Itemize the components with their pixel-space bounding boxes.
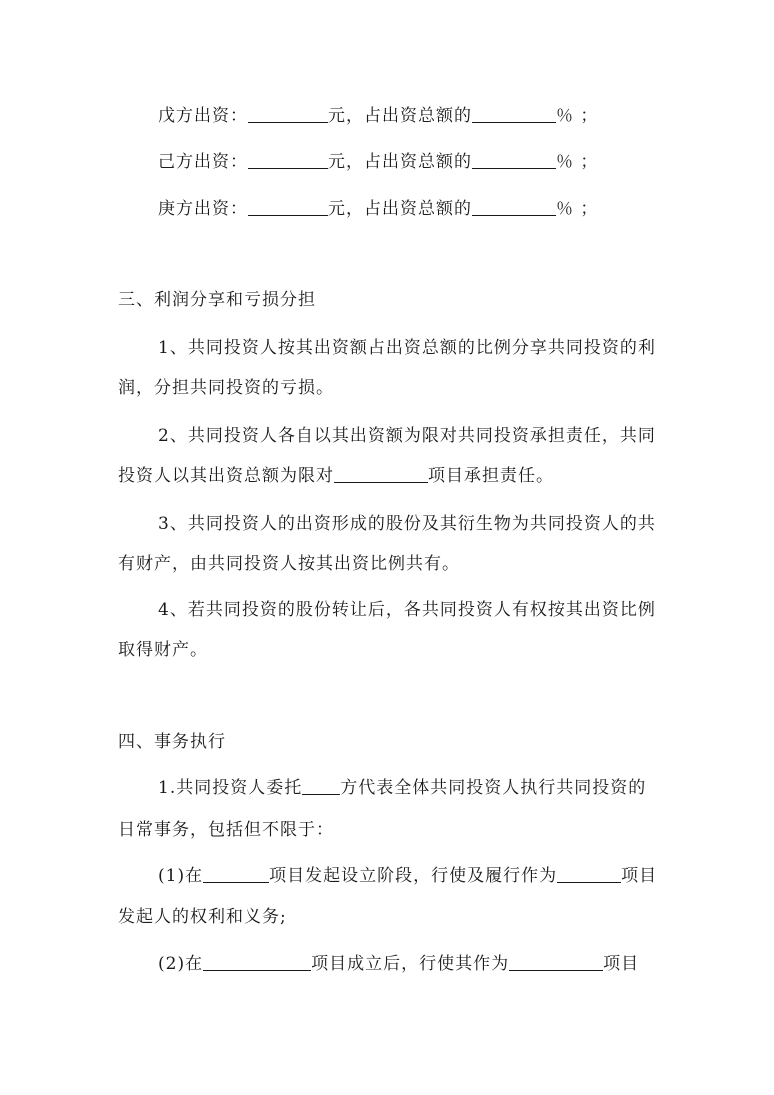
contribution-line-ji xyxy=(158,150,598,174)
paragraph-text: 项目 xyxy=(621,866,658,886)
amount-blank xyxy=(248,150,328,169)
paragraph-line: 3、共同投资人的出资形成的股份及其衍生物为共同投资人的共 xyxy=(158,514,656,534)
party-blank xyxy=(302,776,340,795)
paragraph-text: (1)在 xyxy=(158,866,204,886)
paragraph-line: 发起人的权利和义务; xyxy=(118,907,287,927)
contribution-label: 戊方出资： xyxy=(158,106,248,126)
paragraph-text: 项目承担责任。 xyxy=(428,466,554,486)
section-heading-profit-loss: 三、利润分享和亏损分担 xyxy=(118,290,316,310)
paragraph-text: 项目 xyxy=(603,954,640,974)
project-blank xyxy=(203,952,311,971)
contribution-label: 己方出资： xyxy=(158,152,248,172)
paragraph-line: 日常事务，包括但不限于： xyxy=(118,820,334,840)
paragraph-line xyxy=(158,864,657,888)
contribution-line-wu xyxy=(158,104,598,128)
amount-blank xyxy=(248,197,328,216)
paragraph-line: 润，分担共同投资的亏损。 xyxy=(118,378,334,398)
paragraph-line xyxy=(118,464,554,488)
project-blank xyxy=(557,864,621,883)
paragraph-text: (2)在 xyxy=(158,954,204,974)
paragraph-line: 有财产，由共同投资人按其出资比例共有。 xyxy=(118,554,460,574)
contribution-end-text: ％ ； xyxy=(556,152,599,172)
paragraph-text: 1.共同投资人委托 xyxy=(158,778,303,798)
percent-blank xyxy=(472,150,556,169)
contribution-end-text: ％ ； xyxy=(556,106,599,126)
contribution-end-text: ％ ； xyxy=(556,199,599,219)
contribution-mid-text: 元，占出资总额的 xyxy=(328,106,472,126)
paragraph-text: 投资人以其出资总额为限对 xyxy=(118,466,334,486)
contribution-mid-text: 元，占出资总额的 xyxy=(328,199,472,219)
paragraph-line xyxy=(158,952,639,976)
paragraph-line: 1、共同投资人按其出资额占出资总额的比例分享共同投资的利 xyxy=(158,338,656,358)
project-blank xyxy=(334,464,428,483)
amount-blank xyxy=(248,104,328,123)
contribution-mid-text: 元，占出资总额的 xyxy=(328,152,472,172)
contribution-line-geng xyxy=(158,197,598,221)
paragraph-line xyxy=(158,776,646,800)
paragraph-line: 2、共同投资人各自以其出资额为限对共同投资承担责任，共同 xyxy=(158,426,656,446)
paragraph-text: 项目发起设立阶段，行使及履行作为 xyxy=(269,866,558,886)
project-blank xyxy=(203,864,269,883)
contribution-label: 庚方出资： xyxy=(158,199,248,219)
project-blank xyxy=(509,952,603,971)
percent-blank xyxy=(472,197,556,216)
paragraph-line: 取得财产。 xyxy=(118,640,208,660)
paragraph-line: 4、若共同投资的股份转让后，各共同投资人有权按其出资比例 xyxy=(158,600,656,620)
paragraph-text: 方代表全体共同投资人执行共同投资的 xyxy=(340,778,647,798)
paragraph-text: 项目成立后，行使其作为 xyxy=(311,954,510,974)
section-heading-affairs: 四、事务执行 xyxy=(118,732,226,752)
percent-blank xyxy=(472,104,556,123)
